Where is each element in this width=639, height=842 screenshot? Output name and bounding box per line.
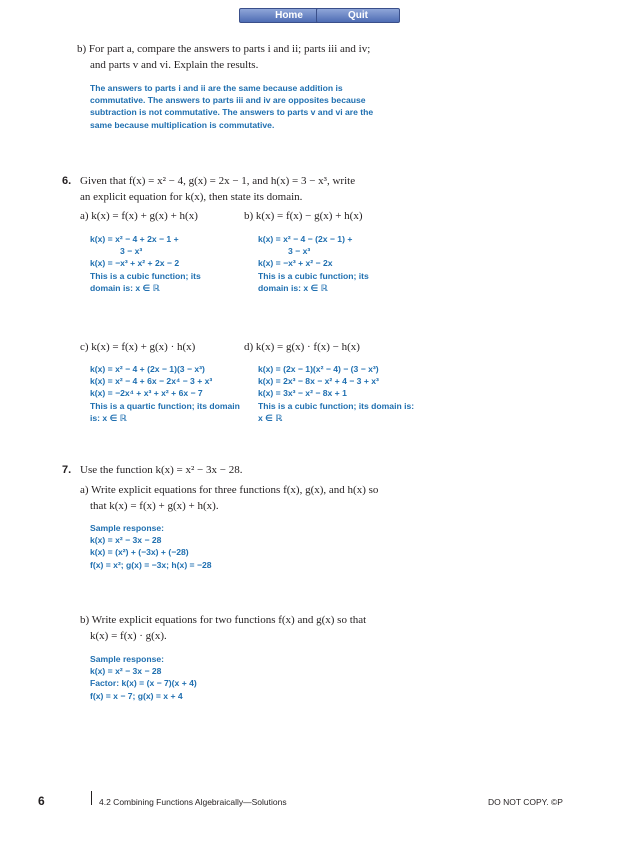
answer-line: k(x) = (2x − 1)(x² − 4) − (3 − x³) (258, 364, 379, 374)
answer-line: This is a cubic function; its (258, 270, 369, 281)
q7a-line-2: that k(x) = f(x) + g(x) + h(x). (90, 500, 219, 512)
q7b-answer (90, 653, 197, 702)
answer-line: domain is: x ∈ ℝ (258, 282, 328, 293)
answer-line: is: x ∈ ℝ (90, 412, 127, 423)
q5b-line-1: b) For part a, compare the answers to parts i and ii; parts iii and iv; (77, 43, 371, 55)
answer-line: 3 − x³ (120, 246, 143, 257)
answer-line: This is a cubic function; its (90, 270, 201, 281)
answer-line: Factor: k(x) = (x − 7)(x + 4) (90, 678, 197, 689)
q7b-line-1: b) Write explicit equations for two functions f(x) and g(x) so that (80, 614, 367, 626)
question-number-7: 7. (62, 464, 72, 476)
q5b-line-2: and parts v and vi. Explain the results. (90, 59, 259, 71)
answer-line: f(x) = x²; g(x) = −3x; h(x) = −28 (90, 559, 212, 570)
answer-line: same because multiplication is commutative. (90, 119, 275, 130)
q6-line-2: an explicit equation for k(x), then state its domain. (80, 191, 303, 203)
q7b-line-2: k(x) = f(x) · g(x). (90, 630, 167, 642)
q6-line-1: Given that f(x) = x² − 4, g(x) = 2x − 1, and h(x) = 3 − x³, write (80, 175, 356, 187)
q5b-answer (90, 82, 373, 131)
answer-line: k(x) = x² − 4 − (2x − 1) + (258, 234, 353, 244)
answer-line: k(x) = x² − 4 + (2x − 1)(3 − x³) (90, 364, 205, 374)
answer-line: Sample response: (90, 654, 165, 664)
page-number: 6 (38, 794, 45, 808)
quit-button[interactable]: Quit (316, 8, 400, 23)
q7a-line-1: a) Write explicit equations for three functions f(x), g(x), and h(x) so (80, 484, 379, 496)
q6b-prompt: b) k(x) = f(x) − g(x) + h(x) (244, 210, 363, 222)
q6d-prompt: d) k(x) = g(x) · f(x) − h(x) (244, 341, 360, 353)
answer-line: domain is: x ∈ ℝ (90, 282, 160, 293)
answer-line: k(x) = 2x³ − 8x − x² + 4 − 3 + x³ (258, 376, 379, 387)
answer-line: f(x) = x − 7; g(x) = x + 4 (90, 690, 183, 701)
footer-copyright-notice: DO NOT COPY. ©P (488, 797, 563, 807)
answer-line: k(x) = −2x⁴ + x³ + x² + 6x − 7 (90, 388, 203, 399)
answer-line: k(x) = 3x³ − x² − 8x + 1 (258, 388, 347, 399)
answer-line: The answers to parts i and ii are the same because addition is (90, 83, 343, 93)
footer-divider (91, 791, 92, 805)
answer-line: commutative. The answers to parts iii and iv are opposites because (90, 95, 366, 106)
footer-section-title: 4.2 Combining Functions Algebraically—Solutions (99, 797, 287, 807)
answer-line: k(x) = −x³ + x² + 2x − 2 (90, 258, 180, 269)
q6d-answer (258, 363, 414, 424)
answer-line: k(x) = x² − 3x − 28 (90, 535, 162, 546)
question-number-6: 6. (62, 175, 72, 187)
answer-line: 3 − x³ (288, 246, 311, 257)
answer-line: k(x) = (x²) + (−3x) + (−28) (90, 547, 189, 558)
answer-line: x ∈ ℝ (258, 412, 283, 423)
q7-stem: Use the function k(x) = x² − 3x − 28. (80, 464, 243, 476)
answer-line: k(x) = x² − 3x − 28 (90, 666, 162, 677)
q6b-answer (258, 233, 369, 294)
home-button[interactable]: Home (239, 8, 339, 23)
q7a-answer (90, 522, 212, 571)
answer-line: k(x) = −x³ + x² − 2x (258, 258, 333, 269)
answer-line: Sample response: (90, 523, 165, 533)
q6a-answer (90, 233, 201, 294)
q6c-answer (90, 363, 240, 424)
answer-line: k(x) = x² − 4 + 6x − 2x⁴ − 3 + x³ (90, 376, 213, 387)
answer-line: This is a cubic function; its domain is: (258, 400, 415, 411)
q6a-prompt: a) k(x) = f(x) + g(x) + h(x) (80, 210, 198, 222)
answer-line: subtraction is not commutative. The answers to parts v and vi are the (90, 107, 374, 118)
q6c-prompt: c) k(x) = f(x) + g(x) · h(x) (80, 341, 196, 353)
answer-line: This is a quartic function; its domain (90, 400, 240, 411)
answer-line: k(x) = x² − 4 + 2x − 1 + (90, 234, 179, 244)
